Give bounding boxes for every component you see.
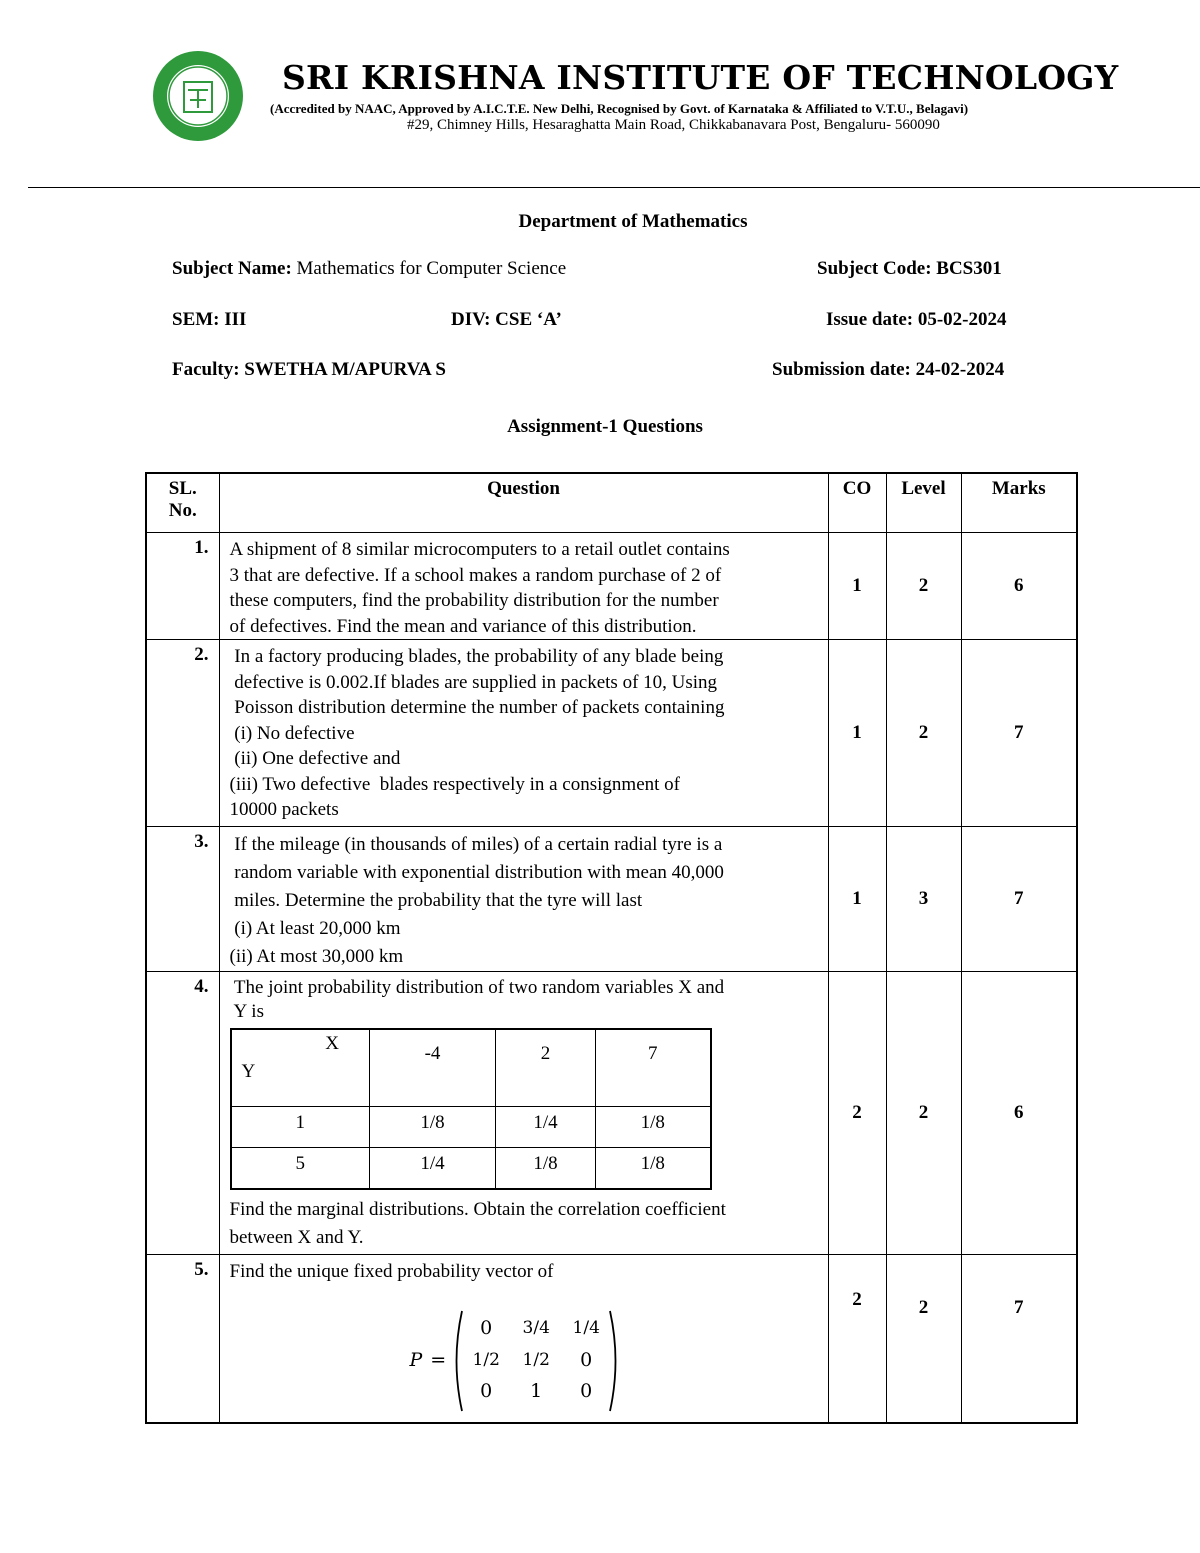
- matrix-cell: 1/2: [472, 1349, 500, 1370]
- y-value: 1: [231, 1107, 370, 1148]
- table-row: [146, 1255, 1077, 1423]
- question-line: (iii) Two defective blades respectively in a consignment of: [229, 773, 680, 795]
- subject-name-value: Mathematics for Computer Science: [291, 258, 567, 279]
- matrix-cell: 0: [580, 1348, 593, 1371]
- institute-address: #29, Chimney Hills, Hesaraghatta Main Road, Chikkabanavara Post, Bengaluru- 560090: [407, 117, 940, 133]
- x-value: 2: [496, 1029, 596, 1107]
- marks-value: 6: [961, 972, 1077, 1255]
- division: DIV: CSE ‘A’: [451, 309, 562, 330]
- matrix-cell: 0: [580, 1380, 593, 1403]
- matrix-cell: 1/4: [572, 1318, 600, 1339]
- question-line: random variable with exponential distribution with mean 40,000: [229, 862, 724, 883]
- submission-date: Submission date: 24-02-2024: [772, 359, 1005, 380]
- issue-date: Issue date: 05-02-2024: [826, 309, 1007, 330]
- x-value: 7: [596, 1029, 711, 1107]
- question-text: [219, 972, 828, 1255]
- sl-no: 5.: [146, 1255, 219, 1423]
- question-text: [219, 1255, 828, 1423]
- sl-no: 2.: [146, 640, 219, 827]
- y-value: 5: [231, 1148, 370, 1190]
- marks-value: 7: [961, 1255, 1077, 1423]
- table-row: [146, 972, 1077, 1255]
- faculty: Faculty: SWETHA M/APURVA S: [172, 359, 446, 380]
- matrix-cell: 1: [530, 1380, 543, 1403]
- matrix-label: P: [409, 1348, 423, 1371]
- question-line: miles. Determine the probability that the tyre will last: [229, 890, 643, 911]
- question-line: Find the marginal distributions. Obtain the correlation coefficient: [229, 1199, 726, 1220]
- level-value: 2: [886, 972, 961, 1255]
- right-paren-icon: [608, 1309, 622, 1413]
- question-line: (i) At least 20,000 km: [229, 918, 401, 939]
- x-value: -4: [370, 1029, 496, 1107]
- question-line: 10000 packets: [229, 799, 339, 820]
- question-line: In a factory producing blades, the probability of any blade being: [229, 646, 724, 667]
- question-line: A shipment of 8 similar microcomputers to a retail outlet contains: [229, 539, 730, 560]
- questions-table: [145, 472, 1078, 1424]
- subject-name: [172, 258, 566, 280]
- header-sl-line2: No.: [168, 500, 197, 521]
- matrix-cell: 0: [480, 1380, 493, 1403]
- question-text: [219, 533, 828, 640]
- matrix-cell: 3/4: [522, 1318, 550, 1339]
- question-line: Poisson distribution determine the number of packets containing: [229, 697, 725, 718]
- matrix-equals: =: [430, 1348, 447, 1371]
- level-value: 2: [886, 1255, 961, 1423]
- joint-row: [231, 1148, 711, 1190]
- x-axis-label: X: [325, 1033, 339, 1054]
- header-question: Question: [219, 473, 828, 533]
- co-value: 2: [828, 972, 886, 1255]
- header-level: Level: [886, 473, 961, 533]
- table-row: [146, 640, 1077, 827]
- semester: SEM: III: [172, 309, 247, 330]
- co-value: 1: [828, 533, 886, 640]
- question-line: If the mileage (in thousands of miles) of a certain radial tyre is a: [229, 834, 723, 855]
- question-line: (i) No defective: [229, 722, 355, 744]
- joint-probability: 1/8: [496, 1148, 596, 1190]
- institute-name: SRI KRISHNA INSTITUTE OF TECHNOLOGY: [282, 58, 1119, 97]
- table-header-row: [146, 473, 1077, 533]
- accreditation-line: (Accredited by NAAC, Approved by A.I.C.T.E. New Delhi, Recognised by Govt. of Karnataka & Affiliated to V.T.U., Belagavi): [270, 101, 969, 116]
- left-paren-icon: [450, 1309, 464, 1413]
- header-co: CO: [828, 473, 886, 533]
- question-line: Y is: [229, 1001, 264, 1022]
- sl-no: 3.: [146, 827, 219, 972]
- table-row: [146, 827, 1077, 972]
- co-value: 2: [828, 1255, 886, 1423]
- question-text: [219, 827, 828, 972]
- marks-value: 6: [961, 533, 1077, 640]
- header-divider: [28, 187, 1200, 188]
- question-line: (ii) One defective and: [229, 748, 401, 769]
- subject-code: Subject Code: BCS301: [817, 258, 1002, 279]
- question-line: The joint probability distribution of two random variables X and: [229, 977, 725, 998]
- transition-matrix: [410, 1309, 820, 1413]
- question-line: (ii) At most 30,000 km: [229, 946, 404, 967]
- joint-probability: 1/8: [596, 1148, 711, 1190]
- header-sl: [146, 473, 219, 533]
- joint-probability: 1/8: [370, 1107, 496, 1148]
- co-value: 1: [828, 640, 886, 827]
- question-line: between X and Y.: [229, 1227, 364, 1248]
- question-line: defective is 0.002.If blades are supplied in packets of 10, Using: [229, 671, 718, 693]
- matrix-grid: [464, 1316, 608, 1405]
- question-line: these computers, find the probability distribution for the number: [229, 590, 719, 611]
- header-marks: Marks: [961, 473, 1077, 533]
- subject-name-label: Subject Name:: [172, 258, 292, 279]
- question-line: 3 that are defective. If a school makes a random purchase of 2 of: [229, 564, 722, 586]
- joint-probability: 1/4: [496, 1107, 596, 1148]
- marks-value: 7: [961, 640, 1077, 827]
- matrix-cell: 1/2: [522, 1349, 550, 1370]
- question-text: [219, 640, 828, 827]
- joint-probability: 1/4: [370, 1148, 496, 1190]
- question-line: of defectives. Find the mean and variance of this distribution.: [229, 615, 697, 637]
- co-value: 1: [828, 827, 886, 972]
- department-title: Department of Mathematics: [518, 211, 748, 232]
- header-sl-line1: SL.: [168, 478, 197, 499]
- assignment-title: Assignment-1 Questions: [507, 416, 703, 437]
- level-value: 2: [886, 533, 961, 640]
- joint-probability: 1/8: [596, 1107, 711, 1148]
- joint-distribution-table: [230, 1028, 712, 1190]
- joint-header-row: [231, 1029, 711, 1107]
- institute-logo: [152, 50, 244, 142]
- sl-no: 1.: [146, 533, 219, 640]
- level-value: 3: [886, 827, 961, 972]
- level-value: 2: [886, 640, 961, 827]
- y-axis-label: Y: [241, 1061, 256, 1082]
- table-row: [146, 533, 1077, 640]
- joint-row: [231, 1107, 711, 1148]
- joint-corner-cell: [231, 1029, 370, 1107]
- sl-no: 4.: [146, 972, 219, 1255]
- matrix-cell: 0: [480, 1317, 493, 1340]
- question-line: Find the unique fixed probability vector of: [229, 1261, 554, 1282]
- marks-value: 7: [961, 827, 1077, 972]
